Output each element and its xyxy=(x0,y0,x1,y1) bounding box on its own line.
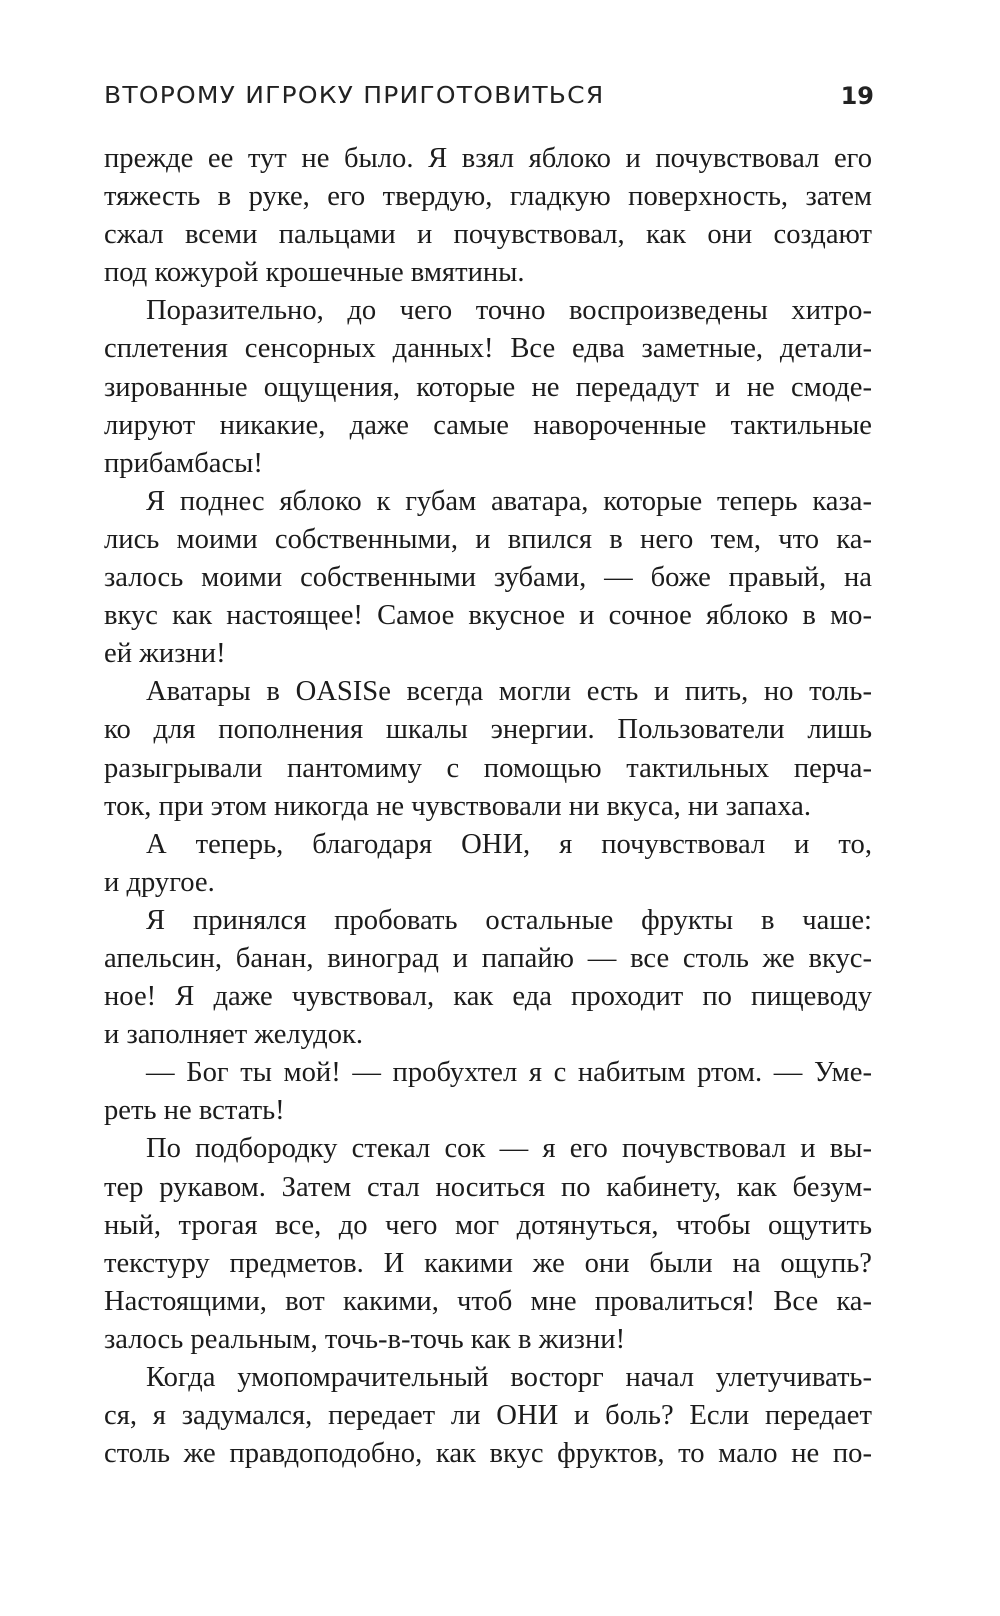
text-line: залось реальным, точь-в-точь как в жизни! xyxy=(104,1323,626,1355)
text-line: ко для пополнения шкалы энергии. Пользователи лишь xyxy=(104,714,872,746)
text-line: Поразительно, до чего точно воспроизведены хитро- xyxy=(146,295,872,327)
text-line: ное! Я даже чувствовал, как еда проходит по пищеводу xyxy=(104,981,872,1013)
text-line: ный, трогая все, до чего мог дотянуться, чтобы ощутить xyxy=(104,1209,872,1241)
text-line: и заполняет желудок. xyxy=(104,1019,364,1051)
paragraph xyxy=(104,1054,872,1130)
text-line: вкус как настоящее! Самое вкусное и сочное яблоко в мо- xyxy=(104,600,872,632)
running-title: ВТОРОМУ ИГРОКУ ПРИГОТОВИТЬСЯ xyxy=(104,82,605,109)
text-line: тер рукавом. Затем стал носиться по кабинету, как безум- xyxy=(104,1171,872,1203)
text-line: Аватары в OASISе всегда могли есть и пить, но толь- xyxy=(146,676,872,708)
text-line: Я принялся пробовать остальные фрукты в чаше: xyxy=(146,904,872,936)
text-line: лись моими собственными, и впился в него тем, что ка- xyxy=(104,523,872,555)
text-line: — Бог ты мой! — пробухтел я с набитым ртом. — Уме- xyxy=(146,1057,872,1089)
text-line: По подбородку стекал сок — я его почувствовал и вы- xyxy=(146,1133,872,1165)
text-line: сжал всеми пальцами и почувствовал, как они создают xyxy=(104,219,872,251)
body-text xyxy=(104,140,872,1473)
paragraph xyxy=(104,140,872,292)
text-line: апельсин, банан, виноград и папайю — все столь же вкус- xyxy=(104,942,872,974)
text-line: прежде ее тут не было. Я взял яблоко и почувствовал его xyxy=(104,143,872,174)
paragraph xyxy=(104,292,872,482)
text-line: столь же правдоподобно, как вкус фруктов, то мало не по- xyxy=(104,1438,872,1470)
text-line: Когда умопомрачительный восторг начал улетучивать- xyxy=(146,1362,872,1393)
text-line: текстуру предметов. И какими же они были на ощупь? xyxy=(104,1247,872,1279)
text-line: под кожурой крошечные вмятины. xyxy=(104,257,525,289)
text-line: лируют никакие, даже самые навороченные тактильные xyxy=(104,409,872,441)
running-head xyxy=(104,82,884,122)
paragraph xyxy=(104,826,872,902)
paragraph xyxy=(104,483,872,673)
text-line: ей жизни! xyxy=(104,638,226,670)
text-line: сплетения сенсорных данных! Все едва заметные, детали- xyxy=(104,333,872,365)
page-number: 19 xyxy=(840,82,874,110)
text-line: и другое. xyxy=(104,866,215,898)
paragraph xyxy=(104,1130,872,1359)
text-line: Я поднес яблоко к губам аватара, которые теперь каза- xyxy=(146,485,872,517)
text-line: ся, я задумался, передает ли ОНИ и боль? Если передает xyxy=(104,1400,872,1432)
paragraph xyxy=(104,902,872,1054)
text-line: Настоящими, вот какими, чтоб мне провалиться! Все ка- xyxy=(104,1285,872,1317)
text-line: прибамбасы! xyxy=(104,447,263,479)
text-line: тяжесть в руке, его твердую, гладкую поверхность, затем xyxy=(104,181,872,213)
text-line: реть не встать! xyxy=(104,1095,285,1127)
text-line: ток, при этом никогда не чувствовали ни вкуса, ни запаха. xyxy=(104,790,811,822)
paragraph xyxy=(104,673,872,825)
text-line: залось моими собственными зубами, — боже правый, на xyxy=(104,562,872,594)
text-line: зированные ощущения, которые не передадут и не смоде- xyxy=(104,371,872,403)
text-line: разыгрывали пантомиму с помощью тактильных перча- xyxy=(104,752,872,784)
paragraph xyxy=(104,1359,872,1473)
text-line: А теперь, благодаря ОНИ, я почувствовал и то, xyxy=(146,828,872,860)
